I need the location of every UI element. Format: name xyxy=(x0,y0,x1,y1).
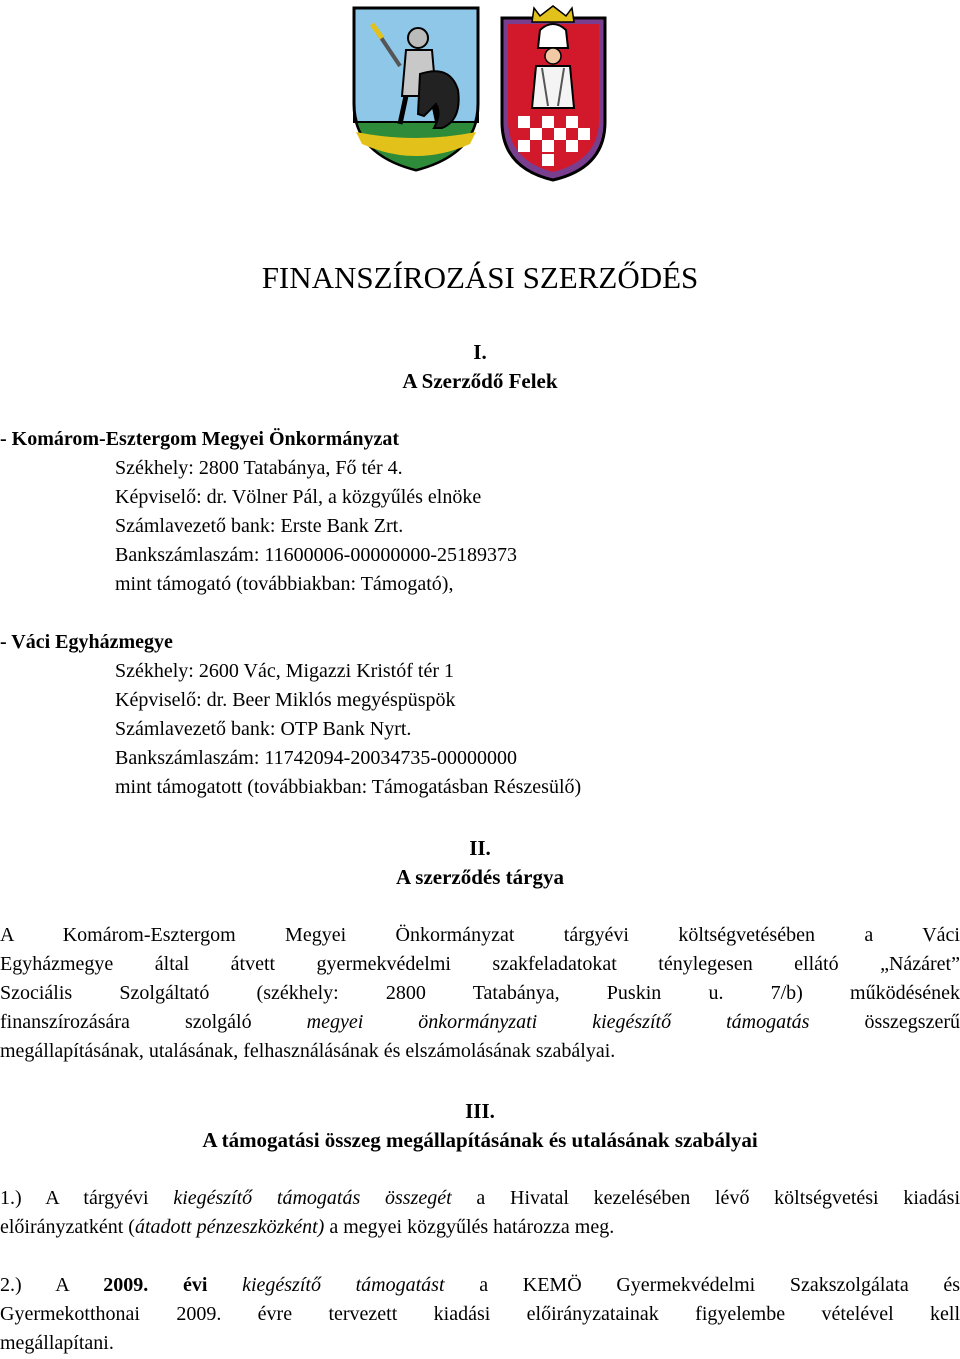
page-title: FINANSZÍROZÁSI SZERZŐDÉS xyxy=(261,260,699,295)
party-2-name: - Váci Egyházmegye xyxy=(0,631,173,653)
bishop-coat-of-arms-icon xyxy=(496,4,611,184)
paragraph-line: Gyermekotthonai 2009. évre tervezett kiadási előirányzatainak figyelembe vételével kell xyxy=(0,1303,960,1325)
party-2-bank: Számlavezető bank: OTP Bank Nyrt. xyxy=(115,718,412,740)
party-1-bank: Számlavezető bank: Erste Bank Zrt. xyxy=(115,515,404,537)
paragraph-line: 1.) A tárgyévi kiegészítő támogatás összegét a Hivatal kezelésében lévő költségvetési kiadási xyxy=(0,1187,960,1209)
paragraph-line: Egyházmegye által átvett gyermekvédelmi szakfeladatokat ténylegesen ellátó „Názáret” xyxy=(0,953,960,975)
section-2-heading: A szerződés tárgya xyxy=(396,865,564,889)
party-1-account: Bankszámlaszám: 11600006-00000000-25189373 xyxy=(115,544,517,566)
paragraph-line: A Komárom-Esztergom Megyei Önkormányzat tárgyévi költségvetésében a Váci xyxy=(0,924,960,946)
section-3-number: III. xyxy=(465,1099,495,1123)
paragraph-line: előirányzatként (átadott pénzeszközként) a megyei közgyűlés határozza meg. xyxy=(0,1216,615,1238)
paragraph-line: Szociális Szolgáltató (székhely: 2800 Tatabánya, Puskin u. 7/b) működésének xyxy=(0,982,960,1004)
party-1-seat: Székhely: 2800 Tatabánya, Fő tér 4. xyxy=(115,457,403,479)
party-2-seat: Székhely: 2600 Vác, Migazzi Kristóf tér 1 xyxy=(115,660,454,682)
party-1-name: - Komárom-Esztergom Megyei Önkormányzat xyxy=(0,428,399,450)
party-2-account: Bankszámlaszám: 11742094-20034735-00000000 xyxy=(115,747,517,769)
section-1-number: I. xyxy=(473,340,487,364)
paragraph-line: finanszírozására szolgáló megyei önkormányzati kiegészítő támogatás összegszerű xyxy=(0,1011,960,1033)
party-2-representative: Képviselő: dr. Beer Miklós megyéspüspök xyxy=(115,689,456,711)
party-1-role: mint támogató (továbbiakban: Támogató), xyxy=(115,573,454,595)
section-2-number: II. xyxy=(469,836,491,860)
section-3-heading: A támogatási összeg megállapításának és utalásának szabályai xyxy=(202,1128,758,1152)
party-1-representative: Képviselő: dr. Völner Pál, a közgyűlés elnöke xyxy=(115,486,482,508)
party-2-role: mint támogatott (továbbiakban: Támogatásban Részesülő) xyxy=(115,776,582,798)
paragraph-line: 2.) A 2009. évi kiegészítő támogatást a KEMÖ Gyermekvédelmi Szakszolgálata és xyxy=(0,1274,960,1296)
paragraph-line: megállapítani. xyxy=(0,1332,114,1354)
paragraph-line: megállapításának, utalásának, felhasználásának és elszámolásának szabályai. xyxy=(0,1040,616,1062)
section-1-heading: A Szerződő Felek xyxy=(402,369,558,393)
knight-coat-of-arms-icon xyxy=(350,4,482,174)
